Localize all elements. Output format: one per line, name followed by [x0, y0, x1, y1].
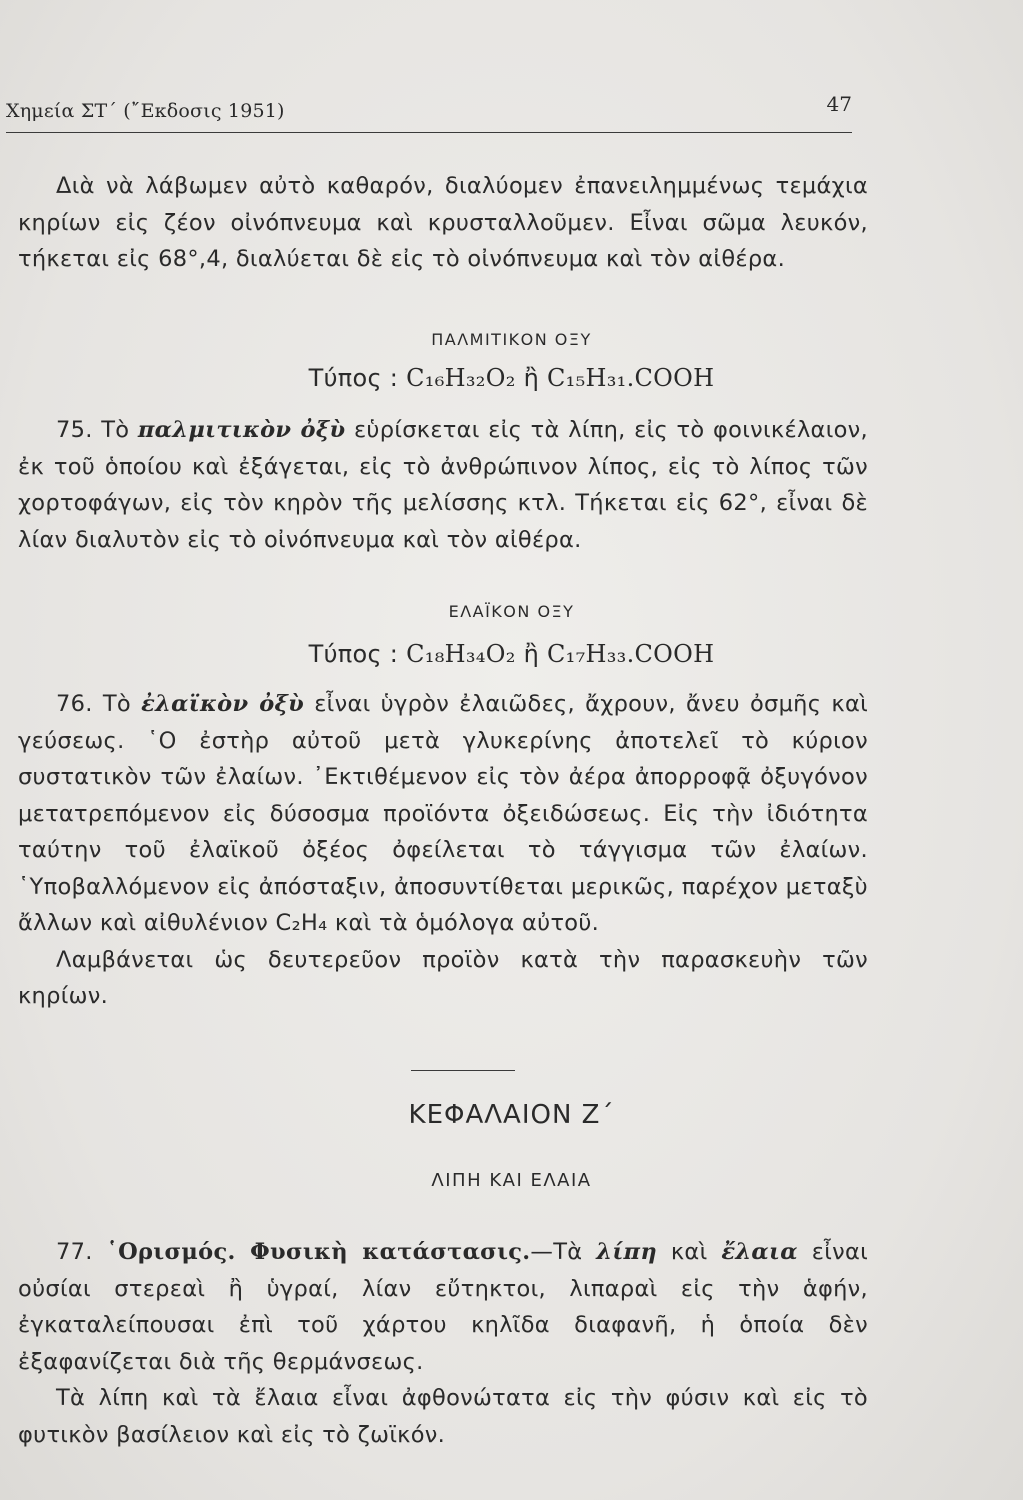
- formula-structural: C₁₇H₃₃.COOH: [547, 640, 715, 668]
- dash-text: —Τὰ: [530, 1239, 583, 1265]
- section-number: 77.: [56, 1239, 93, 1265]
- term-elaia: ἔλαια: [721, 1239, 798, 1265]
- formula-prefix: Τύπος :: [308, 364, 399, 392]
- palmitic-acid-heading: ΠΑΛΜΙΤΙΚΟΝ ΟΞΥ: [431, 330, 592, 349]
- conj-text: καὶ: [670, 1239, 708, 1265]
- palmitic-acid-formula: [0, 364, 1023, 392]
- section-number: 76.: [56, 691, 93, 717]
- paragraph-intro-text: Διὰ νὰ λάβωμεν αὐτὸ καθαρόν, διαλύομεν ἐπανειλημμένως τεμάχια κηρίων εἰς ζέον οἰνόπνευμα καὶ κρυσταλλοῦμεν. Εἶναι σῶμα λευκόν, τήκεται εἰς 68°,4, διαλύεται δὲ εἰς τὸ οἰνόπνευμα καὶ τὸν αἰθέρα.: [18, 173, 868, 272]
- formula-molecular: C₁₈H₃₄O₂: [406, 640, 516, 668]
- paragraph-77-text-2: Τὰ λίπη καὶ τὰ ἔλαια εἶναι ἀφθονώτατα εἰς τὴν φύσιν καὶ εἰς τὸ φυτικὸν βασίλειον καὶ εἰς τὸ ζωϊκόν.: [18, 1385, 868, 1448]
- page-number: 47: [826, 92, 852, 116]
- paragraph-intro: [18, 168, 868, 278]
- formula-structural: C₁₅H₃₁.COOH: [547, 364, 715, 392]
- term-lipi: λίπη: [596, 1239, 657, 1265]
- paragraph-77: [18, 1234, 868, 1453]
- body-text: εἶναι οὐσίαι στερεαὶ ἢ ὑγραί, λίαν εὔτηκτοι, λιπαραὶ εἰς τὴν ἁφήν, ἐγκαταλείπουσαι ἐπὶ τοῦ χάρτου κηλῖδα διαφανῆ, ἡ ὁποία δὲν ἐξαφανίζεται διὰ τῆς θερμάνσεως.: [18, 1239, 869, 1375]
- formula-or: ἢ: [523, 640, 540, 668]
- body-text: εἶναι ὑγρὸν ἐλαιῶδες, ἄχρουν, ἄνευ ὀσμῆς καὶ γεύσεως. ῾Ο ἐστὴρ αὐτοῦ μετὰ γλυκερίνης ἀποτελεῖ τὸ κύριον συστατικὸν τῶν ἐλαίων. ᾿Εκτιθέμενον εἰς τὸν ἀέρα ἀπορροφᾷ ὀξυγόνον μετατρεπόμενον εἰς δύσοσμα προϊόντα ὀξειδώσεως. Εἰς τὴν ἰδιότητα ταύτην τοῦ ἐλαϊκοῦ ὀξέος ὀφείλεται τὸ τάγγισμα τῶν ἐλαίων. ῾Υποβαλλόμενον εἰς ἀπόσταξιν, ἀποσυντίθεται μερικῶς, παρέχον μεταξὺ ἄλλων καὶ αἰθυλένιον C₂H₄ καὶ τὰ ὁμόλογα αὐτοῦ.: [18, 691, 869, 936]
- running-head-title: Χημεία ΣΤ΄ (῎Εκδοσις 1951): [6, 100, 285, 122]
- oleic-acid-heading: ΕΛΑΪΚΟΝ ΟΞΥ: [448, 602, 575, 621]
- oleic-acid-formula: [0, 640, 1023, 668]
- paragraph-75-text: [18, 412, 868, 558]
- paragraph-76-text-2: Λαμβάνεται ὡς δευτερεῦον προϊὸν κατὰ τὴν παρασκευὴν τῶν κηρίων.: [18, 946, 868, 1009]
- body-text: εὑρίσκεται εἰς τὰ λίπη, εἰς τὸ φοινικέλαιον, ἐκ τοῦ ὁποίου καὶ ἐξάγεται, εἰς τὸ ἀνθρώπινον λίπος, εἰς τὸ λίπος τῶν χορτοφάγων, εἰς τὸν κηρὸν τῆς μελίσσης κτλ. Τήκεται εἰς 62°, εἶναι δὲ λίαν διαλυτὸν εἰς τὸ οἰνόπνευμα καὶ τὸν αἰθέρα.: [18, 417, 868, 553]
- running-head: [6, 92, 852, 133]
- formula-prefix: Τύπος :: [308, 640, 399, 668]
- term-palmitic-acid: παλμιτικὸν ὀξὺ: [137, 417, 346, 443]
- formula-molecular: C₁₆H₃₂O₂: [406, 364, 516, 392]
- chapter-subtitle: ΛΙΠΗ ΚΑΙ ΕΛΑΙΑ: [431, 1170, 592, 1191]
- section-divider: [411, 1070, 515, 1071]
- lead-word: Τὸ: [102, 691, 131, 717]
- lead-word: Τὸ: [101, 417, 130, 443]
- paragraph-77-text: [18, 1234, 868, 1380]
- paragraph-75: [18, 412, 868, 558]
- section-77-heading: ῾Ορισμός. Φυσικὴ κατάστασις.: [106, 1239, 531, 1265]
- chapter-title: ΚΕΦΑΛΑΙΟΝ Ζ΄: [408, 1100, 615, 1130]
- paragraph-76-text: [18, 686, 868, 942]
- formula-or: ἢ: [523, 364, 540, 392]
- paragraph-76: [18, 686, 868, 1015]
- section-number: 75.: [56, 417, 93, 443]
- term-oleic-acid: ἐλαϊκὸν ὀξὺ: [141, 691, 305, 717]
